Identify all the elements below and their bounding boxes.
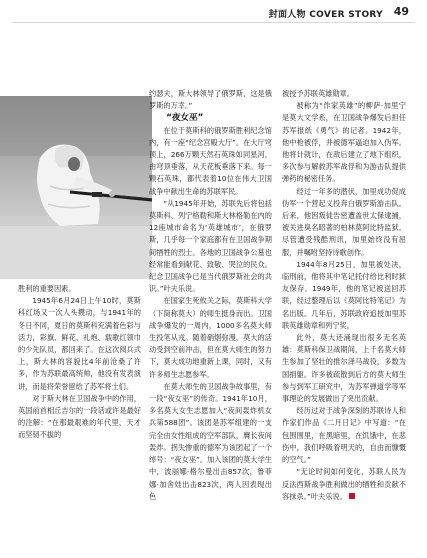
page-number: 49	[393, 5, 409, 18]
paragraph: 在位于莫斯科的俄罗斯胜利纪念馆内，有一座“纪念宫殿大厅”。在大厅穹顶上，266万颗天然石英珠如同星河，由穹顶垂落，从天花板垂落下来。每一颗石英珠，都代表着10位在伟大卫国战争中献出生命的苏联军民。	[149, 125, 272, 196]
paragraph: 在国家生死攸关之际，莫斯科大学（下简称莫大）的师生挺身而出。卫国战争爆发的一周内，1000多名莫大师生投笔从戎。随着硝烟弥漫，莫大的活动受到空前冲击，但在莫大师生的努力下，莫大成功地重新上课，同时，又有许多师生志愿参军。	[149, 296, 272, 379]
paragraph: 胜利的重要因素。	[18, 284, 76, 293]
section-subheading: “夜女巫”	[166, 113, 204, 124]
soldier-illustration	[0, 96, 152, 279]
paragraph: 对于斯大林在卫国战争中的作用，英国前首相丘吉尔的一段话或许是最好的注解：“在那最艰难的年代里，天才而坚韧不拔的	[18, 393, 141, 440]
end-mark-icon	[349, 493, 355, 499]
text-column-2	[149, 88, 272, 503]
soldier-photo	[0, 96, 152, 279]
paragraph: 1944年8月25日，加里被处决，临刑前，他将其中笔记托付给比利时狱友保存。1949年，他的笔记被送回苏联，经过整理后以《莫阿比特笔记》为名出版。几年后，苏联政府追授加里苏联英雄勋章和列宁奖。	[282, 259, 406, 330]
paragraph: 约瑟夫，斯大林领导了俄罗斯，这是俄罗斯的万幸。”	[149, 89, 272, 111]
paragraph: 被称为“作家英雄”的柳萨·加里宁是莫大文学系，在卫国战争爆发后担任苏军报纸《勇气》的记者。1942年，他中枪被俘，并被德军逼迫加入伪军。他将计就计，在敌后建立了地下组织，多次参与解救苏军战俘和为游击队提供弹药的秘密任务。	[282, 101, 406, 184]
header-divider	[12, 22, 415, 23]
paragraph: 经过一年多的潜伏，加里成功促成伪军一个营起义投奔白俄罗斯游击队。后来，他因叛徒告密遭盖世太保逮捕，被关进臭名昭著的柏林莫阿比特监狱。尽管遭受残酷刑讯，加里始终没有屈服，并嘱咐坚持诗歌创作。	[282, 186, 406, 257]
paragraph: 1945年6月24日上午10时，莫斯科红场又一次人头攒动，与1941年的冬日不同，夏日的莫斯科充满着色彩与活力，彩旗、鲜花、礼炮、载歌红领巾的少先队员，都回来了。在这次阅兵式上，斯大林的容貌比4年前沧桑了许多，作为苏联最高统帅，他没有发表演讲，而是将荣誉留给了苏军将士们。	[18, 296, 141, 391]
paragraph	[282, 466, 406, 503]
paragraph: 经历过对于战争深刻的苏联诗人和作家们作品《二月日记》中写道：“在包围围里，在黑暗里，在饥饿中，在悲伤中，我们呼吸着明天的，自由而慷慨的空气。”	[282, 406, 406, 465]
paragraph: 被授予苏联英雄勋章。	[282, 89, 354, 98]
section-title: 封面人物 COVER STORY	[268, 10, 383, 20]
page-header	[0, 0, 427, 22]
text-column-3	[282, 88, 406, 503]
paragraph: “从1945年开始，苏联先后将包括莫斯科、列宁格勒和斯大林格勒在内的12座城市命名为‘英雄城市’，在俄罗斯，几乎每一个家庭都有在卫国战争期间牺牲的烈士。各地的卫国战争公墓也经常能看到献花、致敬、哭泣的民众。纪念卫国战争已是当代俄罗斯社会的共识。”叶夫乐说。	[149, 198, 272, 294]
paragraph: 在莫大师生的卫国战争故事里，有一段“夜女巫”的传奇。1941年10月，多名莫大女生志愿加入“夜间轰炸机女兵第588团”。该团是苏军组建的一支完全由女性组成的空军部队，膺长夜间轰炸。拐失惨重的德军为该团起了一个绰号：“夜女巫”。加入该团的莫大学生中，波丽娜·格尔曼出击857次，鲁菲娜·加舍娃出击823次，两人因表现出色	[149, 381, 272, 501]
text-column-1	[18, 283, 141, 442]
closing-paragraph: “无论时间如何变化，苏联人民为反法西斯战争胜利做出的牺牲和贡献不容抹杀。”叶夫乐说。	[282, 467, 406, 501]
paragraph: 此外，莫大还涌现出很多无名英雄：莫斯科保卫战期间，上千名莫大师生参加了坚壮的推尔泽马战役，多数为国捐躯。许多被疏散到后方的莫大师生参与到军工研究中，为苏军弹道学等军事理论的发展做出了突出贡献。	[282, 333, 406, 404]
